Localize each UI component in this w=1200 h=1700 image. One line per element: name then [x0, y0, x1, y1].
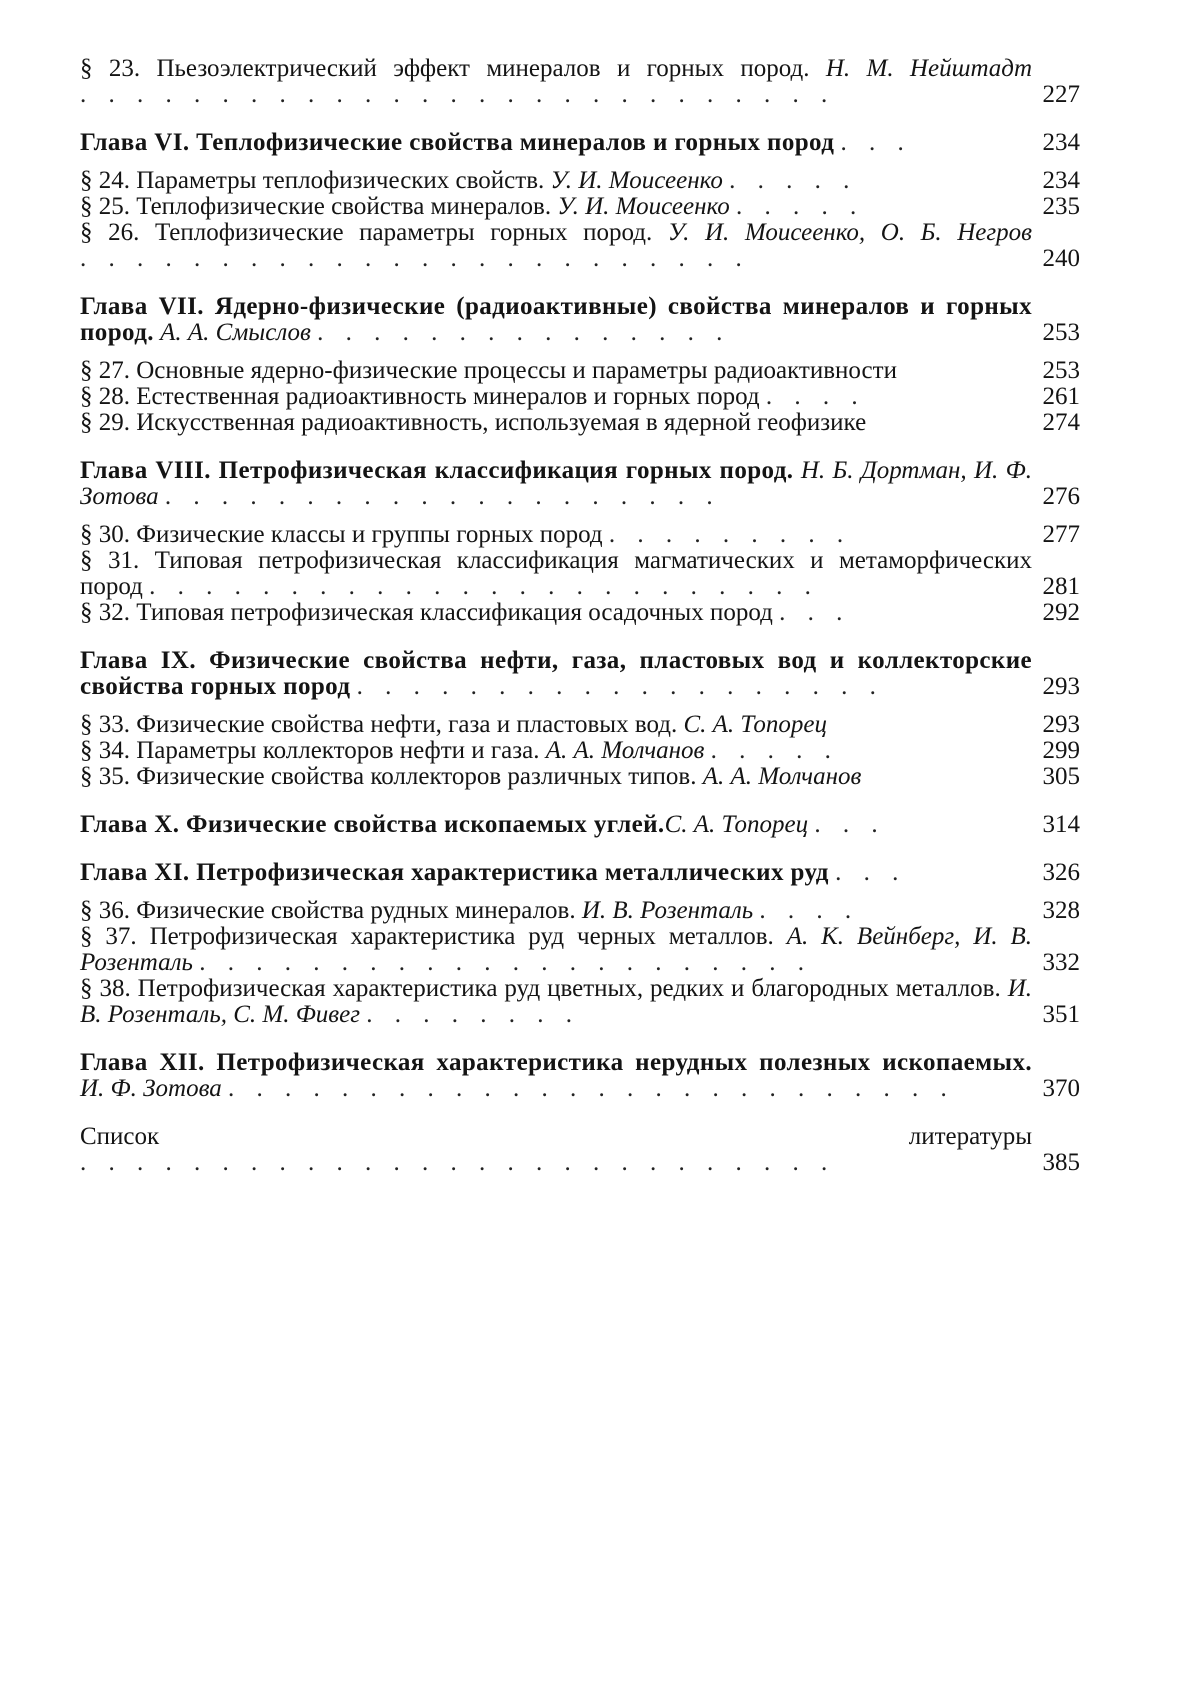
- section-title: Типовая петрофизическая классификация магматических и метаморфических пород: [80, 547, 1033, 600]
- section-number: § 23.: [80, 55, 141, 82]
- page-number: 234: [1042, 167, 1080, 194]
- section-author: И. В. Розенталь: [581, 897, 754, 924]
- toc-entry-section-36: § 36. Физические свойства рудных минералов. И. В. Розенталь . . . . 328: [80, 897, 1080, 924]
- page-number: 332: [1042, 949, 1080, 976]
- toc-entry-section-28: § 28. Естественная радиоактивность минералов и горных пород . . . . 261: [80, 383, 1080, 410]
- page-number: 305: [1042, 763, 1080, 790]
- toc-entry-section-31: § 31. Типовая петрофизическая классификация магматических и метаморфических пород . . . . . . . . . . . . . . . . . . . . . . . . 281: [80, 547, 1080, 600]
- section-number: § 24.: [80, 167, 130, 194]
- page-number: 234: [1042, 129, 1080, 156]
- toc-group-chapter-9: [80, 648, 1080, 790]
- section-number: § 27.: [80, 357, 130, 384]
- toc-entry-section-33: [80, 712, 1080, 738]
- chapter-author: А. А. Смыслов: [160, 319, 311, 346]
- section-number: § 34.: [80, 737, 130, 764]
- section-title: Петрофизическая характеристика руд цветных, редких и благородных металлов.: [137, 975, 1001, 1002]
- chapter-title: Глава VII. Ядерно-физические (радиоактивные) свойства минералов и горных пород.: [80, 293, 1032, 346]
- toc-entry-chapter-12: Глава XII. Петрофизическая характеристика нерудных полезных ископаемых. И. Ф. Зотова . . . . . . . . . . . . . . . . . . . . . . . . . . 370: [80, 1049, 1080, 1102]
- section-title: Физические свойства рудных минералов.: [136, 897, 576, 924]
- section-author: А. А. Молчанов: [545, 737, 705, 764]
- section-title: Типовая петрофизическая классификация осадочных пород: [136, 599, 773, 626]
- section-number: § 37.: [80, 923, 137, 950]
- page-number: 314: [1042, 811, 1080, 838]
- toc-group-chapter-11: [80, 860, 1080, 1028]
- toc-entry-section-26: § 26. Теплофизические параметры горных пород. У. И. Моисеенко, О. Б. Негров . . . . . . . . . . . . . . . . . . . . . . . . 240: [80, 219, 1080, 272]
- page-number: 351: [1042, 1001, 1080, 1028]
- page-number: 277: [1042, 521, 1080, 548]
- toc-entry-section-35: [80, 764, 1080, 790]
- section-title: Физические классы и группы горных пород: [136, 521, 603, 548]
- toc-entry-section-30: § 30. Физические классы и группы горных пород . . . . . . . . . 277: [80, 521, 1080, 548]
- section-title: Естественная радиоактивность минералов и горных пород: [136, 383, 760, 410]
- section-title: Основные ядерно-физические процессы и параметры радиоактивности: [136, 357, 897, 384]
- toc-entry-chapter-8: Глава VIII. Петрофизическая классификация горных пород. Н. Б. Дортман, И. Ф. Зотова . . . . . . . . . . . . . . . . . . . . 276: [80, 457, 1080, 510]
- section-title: Искусственная радиоактивность, используемая в ядерной геофизике: [136, 409, 867, 436]
- toc-entry-section-23: § 23. Пьезоэлектрический эффект минералов и горных пород. Н. М. Нейштадт . . . . . . . . . . . . . . . . . . . . . . . . . . . 227: [80, 55, 1080, 108]
- section-number: § 29.: [80, 409, 130, 436]
- toc-group-chapter-8: [80, 458, 1080, 626]
- page-number: 299: [1042, 737, 1080, 764]
- section-number: § 36.: [80, 897, 130, 924]
- page-number: 253: [1042, 357, 1080, 384]
- chapter-author: И. Ф. Зотова: [80, 1075, 222, 1102]
- chapter-author: С. А. Топорец: [664, 811, 809, 838]
- page-number: 261: [1042, 383, 1080, 410]
- section-author: С. А. Топорец: [683, 711, 828, 738]
- toc-entry-section-25: § 25. Теплофизические свойства минералов. У. И. Моисеенко . . . . . 235: [80, 193, 1080, 220]
- section-author: У. И. Моисеенко: [550, 167, 723, 194]
- section-author: А. К. Вейнберг, И. В. Розенталь: [80, 923, 1033, 976]
- page-number: 328: [1042, 897, 1080, 924]
- page-number: 293: [1042, 673, 1080, 700]
- section-title: Физические свойства коллекторов различных типов.: [136, 763, 697, 790]
- page-number: 240: [1042, 245, 1080, 272]
- toc-entry-section-27: [80, 358, 1080, 384]
- page-number: 326: [1042, 859, 1080, 886]
- section-number: § 32.: [80, 599, 130, 626]
- chapter-title: Глава IX. Физические свойства нефти, газа, пластовых вод и коллекторские свойства горных пород: [80, 647, 1032, 700]
- section-number: § 26.: [80, 219, 140, 246]
- page-number: 253: [1042, 319, 1080, 346]
- section-title: Физические свойства нефти, газа и пластовых вод.: [136, 711, 678, 738]
- section-title: Параметры коллекторов нефти и газа.: [136, 737, 540, 764]
- page-number: 293: [1042, 711, 1080, 738]
- section-number: § 33.: [80, 711, 130, 738]
- references-title: Список литературы: [80, 1123, 1032, 1150]
- chapter-title: Глава X. Физические свойства ископаемых углей.: [80, 811, 665, 838]
- toc-group-chapter-12: [80, 1050, 1080, 1102]
- toc-entry-chapter-10: Глава X. Физические свойства ископаемых углей.С. А. Топорец . . . 314: [80, 811, 1080, 838]
- section-author: У. И. Моисеенко, О. Б. Негров: [667, 219, 1033, 246]
- toc-group: [80, 56, 1080, 108]
- section-number: § 38.: [80, 975, 131, 1002]
- chapter-title: Глава VIII. Петрофизическая классификация горных пород.: [80, 457, 794, 484]
- toc-entry-section-24: § 24. Параметры теплофизических свойств. У. И. Моисеенко . . . . . 234: [80, 167, 1080, 194]
- toc-entry-references: Список литературы . . . . . . . . . . . . . . . . . . . . . . . . . . . 385: [80, 1123, 1080, 1176]
- toc-entry-section-38: § 38. Петрофизическая характеристика руд цветных, редких и благородных металлов. И. В. Розенталь, С. М. Фивег . . . . . . . . 351: [80, 975, 1080, 1028]
- section-number: § 25.: [80, 193, 130, 220]
- section-author: А. А. Молчанов: [702, 763, 862, 790]
- section-title: Теплофизические параметры горных пород.: [154, 219, 653, 246]
- section-title: Параметры теплофизических свойств.: [136, 167, 545, 194]
- toc-entry-section-29: [80, 410, 1080, 436]
- section-title: Теплофизические свойства минералов.: [136, 193, 552, 220]
- section-author: У. И. Моисеенко: [557, 193, 730, 220]
- toc-entry-chapter-6: Глава VI. Теплофизические свойства минералов и горных пород . . . 234: [80, 129, 1080, 156]
- toc-entry-section-32: § 32. Типовая петрофизическая классификация осадочных пород . . . 292: [80, 599, 1080, 626]
- section-number: § 30.: [80, 521, 130, 548]
- section-author: Н. М. Нейштадт: [825, 55, 1033, 82]
- section-title: Пьезоэлектрический эффект минералов и горных пород.: [156, 55, 810, 82]
- toc-group-chapter-7: [80, 294, 1080, 436]
- chapter-author: Н. Б. Дортман, И. Ф. Зотова: [80, 457, 1032, 510]
- chapter-title: Глава VI. Теплофизические свойства минералов и горных пород: [80, 129, 835, 156]
- toc-group-references: [80, 1124, 1080, 1176]
- page-number: 385: [1042, 1149, 1080, 1176]
- page-number: 292: [1042, 599, 1080, 626]
- section-number: § 28.: [80, 383, 130, 410]
- section-number: § 35.: [80, 763, 130, 790]
- toc-entry-section-37: § 37. Петрофизическая характеристика руд черных металлов. А. К. Вейнберг, И. В. Розенталь . . . . . . . . . . . . . . . . . . . . . . 332: [80, 923, 1080, 976]
- toc-entry-chapter-7: Глава VII. Ядерно-физические (радиоактивные) свойства минералов и горных пород. А. А. Смыслов . . . . . . . . . . . . . . . 253: [80, 293, 1080, 346]
- chapter-title: Глава XI. Петрофизическая характеристика металлических руд: [80, 859, 829, 886]
- table-of-contents: [80, 56, 1080, 1198]
- page-number: 235: [1042, 193, 1080, 220]
- toc-group-chapter-6: [80, 130, 1080, 272]
- section-author: И. В. Розенталь, С. М. Фивег: [80, 975, 1033, 1028]
- page-number: 227: [1042, 81, 1080, 108]
- section-title: Петрофизическая характеристика руд черных металлов.: [149, 923, 774, 950]
- toc-entry-chapter-11: Глава XI. Петрофизическая характеристика металлических руд . . . 326: [80, 859, 1080, 886]
- toc-entry-section-34: § 34. Параметры коллекторов нефти и газа. А. А. Молчанов . . . . . 299: [80, 737, 1080, 764]
- toc-entry-chapter-9: Глава IX. Физические свойства нефти, газа, пластовых вод и коллекторские свойства горных пород . . . . . . . . . . . . . . . . . . . 293: [80, 647, 1080, 700]
- page-number: 274: [1042, 409, 1080, 436]
- chapter-title: Глава XII. Петрофизическая характеристика нерудных полезных ископаемых.: [80, 1049, 1032, 1076]
- page-number: 370: [1042, 1075, 1080, 1102]
- page-number: 281: [1042, 573, 1080, 600]
- page-number: 276: [1042, 483, 1080, 510]
- section-number: § 31.: [80, 547, 140, 574]
- toc-group-chapter-10: [80, 812, 1080, 838]
